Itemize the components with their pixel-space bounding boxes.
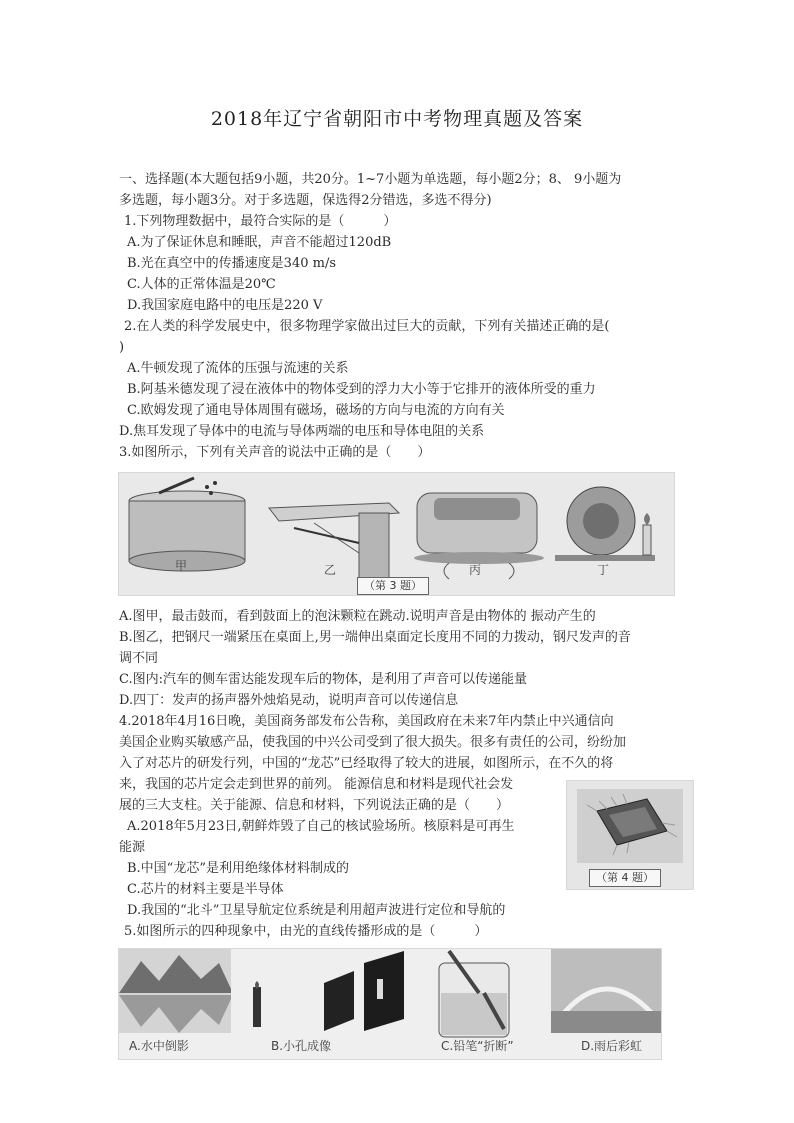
q1-stem: 1.下列物理数据中，最符合实际的是（ ）: [124, 214, 397, 229]
page-title: 2018年辽宁省朝阳市中考物理真题及答案: [210, 108, 584, 130]
q2-option-a: A.牛顿发现了流体的压强与流速的关系: [127, 361, 349, 376]
q1-option-d: D.我国家庭电路中的电压是220 V: [127, 298, 323, 313]
q4-option-b: B.中国“龙芯”是利用绝缘体材料制成的: [127, 861, 349, 876]
q3-option-a: A.图甲，最击鼓而，看到鼓面上的泡沫颗粒在跳动.说明声音是由物体的 振动产生的: [119, 609, 596, 624]
q4-stem-line1: 4.2018年4月16日晚，美国商务部发布公告称，美国政府在未来7年内禁止中兴通信向: [119, 714, 614, 729]
q4-option-a-line2: 能源: [119, 840, 146, 855]
q2-stem-line2: ): [119, 340, 125, 355]
q5-stem: 5.如图所示的四种现象中，由光的直线传播形成的是（ ）: [124, 924, 488, 939]
q4-stem-line4: 来，我国的芯片定会走到世界的前列。 能源信息和材料是现代社会发: [119, 777, 514, 792]
q5-label-a: A.水中倒影: [129, 1039, 189, 1053]
q4-option-a-line1: A.2018年5月23日,朝鲜炸毁了自己的核试验场所。核原料是可再生: [127, 819, 515, 834]
section-header-line2: 多选题，每小题3分。对于多选题，保选得2分错选，多选不得分): [119, 193, 492, 208]
q3-option-c: C.图内:汽车的侧车雷达能发现车后的物体，是利用了声音可以传递能量: [119, 672, 527, 687]
q3-fig-label-jia: 甲: [175, 559, 188, 573]
q4-option-d: D.我国的“北斗”卫星导航定位系统是利用超声波进行定位和导航的: [127, 903, 506, 918]
q3-option-d: D.四丁：发声的扬声器外烛焰晃动，说明声音可以传递信息: [119, 693, 459, 708]
q3-fig-label-ding: 丁: [597, 563, 610, 577]
q2-option-c: C.欧姆发现了通电导体周围有磁场，磁场的方向与电流的方向有关: [127, 403, 505, 418]
q2-stem-line1: 2.在人类的科学发展史中，很多物理学家做出过巨大的贡献，下列有关描述正确的是(: [124, 319, 610, 334]
q2-option-b: B.阿基米德发现了浸在液体中的物体受到的浮力大小等于它排开的液体所受的重力: [127, 382, 596, 397]
q5-figure-drawing: [119, 949, 661, 1059]
q4-figure: [566, 780, 694, 890]
q4-option-c: C.芯片的材料主要是半导体: [127, 882, 284, 897]
q4-fig-caption: （第 4 题）: [589, 869, 661, 887]
q3-fig-label-bing: 丙: [469, 563, 482, 577]
q4-stem-line3: 入了对芯片的研发行列，中国的“龙芯”已经取得了较大的进展，如图所示，在不久的将: [119, 756, 614, 771]
q1-option-b: B.光在真空中的传播速度是340 m/s: [127, 256, 337, 271]
q4-stem-line2: 美国企业购买敏感产品，使我国的中兴公司受到了很大损失。很多有责任的公司，纷纷加: [119, 735, 627, 750]
q3-option-b-line1: B.图乙，把钢尺一端紧压在桌面上,男一端伸出桌面定长度用不同的力拨动，钢尺发声的音: [119, 630, 631, 645]
q3-stem: 3.如图所示，下列有关声音的说法中正确的是（ ）: [119, 445, 431, 460]
q1-option-c: C.人体的正常体温是20℃: [127, 277, 276, 292]
q5-label-d: D.雨后彩虹: [581, 1039, 643, 1053]
q1-option-a: A.为了保证休息和睡眠，声音不能超过120dB: [127, 235, 392, 250]
q5-label-c: C.铅笔“折断”: [441, 1039, 514, 1053]
q3-fig-label-yi: 乙: [324, 563, 337, 577]
q3-fig-caption: （第 3 题）: [357, 577, 429, 595]
q5-label-b: B.小孔成像: [271, 1039, 332, 1053]
section-header-line1: 一、选择题(本大题包括9小题，共20分。1~7小题为单选题，每小题2分；8、 9小题为: [119, 172, 622, 187]
q5-figure: [118, 948, 662, 1060]
q3-option-b-line2: 调不同: [119, 651, 159, 666]
q3-figure: [118, 472, 675, 596]
q2-option-d: D.焦耳发现了导体中的电流与导体两端的电压和导体电阻的关系: [119, 424, 485, 439]
q4-stem-line5: 展的三大支柱。关于能源、信息和材料，下列说法正确的是（ ）: [119, 798, 510, 813]
